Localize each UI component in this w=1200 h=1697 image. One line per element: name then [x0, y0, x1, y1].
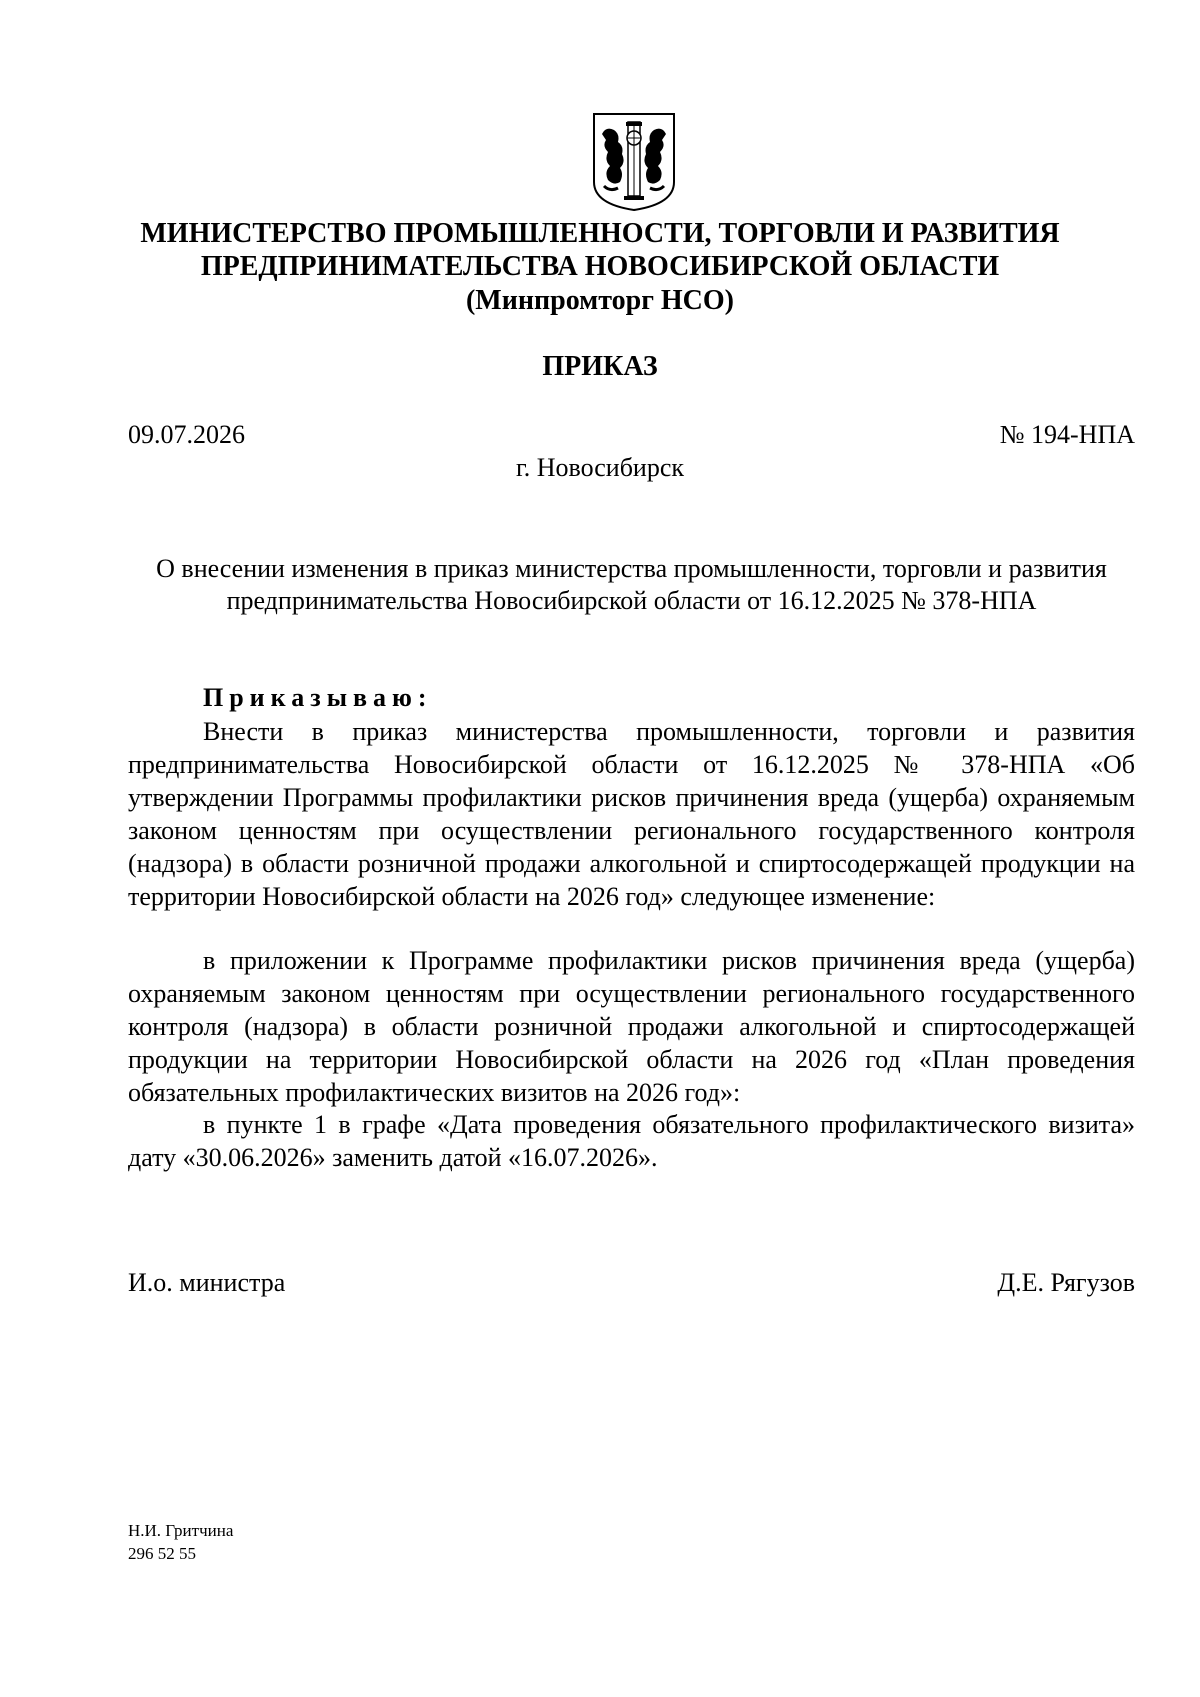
- body-paragraph-3: в пункте 1 в графе «Дата проведения обязательного профилактического визита» дату «30.06.2026» заменить датой «16.07.2026».: [128, 1110, 1135, 1172]
- document-subject: О внесении изменения в приказ министерства промышленности, торговли и развития предпринимательства Новосибирской области от 16.12.2025 № 378-НПА: [156, 554, 1107, 615]
- body-paragraph-1: Внести в приказ министерства промышленности, торговли и развития предпринимательства Новосибирской области от 16.12.2025 № 378-НПА «Об утверждении Программы профилактики рисков причинения вреда (ущерба) охраняемым законом ценностям при осуществлении регионального государственного контроля (надзора) в области розничной продажи алкогольной и спиртосодержащей продукции на территории Новосибирской области на 2026 год» следующее изменение:: [128, 717, 1135, 911]
- document-type-title: ПРИКАЗ: [542, 351, 658, 382]
- document-number: № 194-НПА: [999, 420, 1135, 449]
- signatory-name: Д.Е. Рягузов: [997, 1268, 1135, 1297]
- ministry-short-name: (Минпромторг НСО): [465, 285, 735, 316]
- body-paragraph-2: в приложении к Программе профилактики рисков причинения вреда (ущерба) охраняемым законом ценностям при осуществлении регионального государственного контроля (надзора) в области розничной продажи алкогольной и спиртосодержащей продукции на территории Новосибирской области на 2026 год «План проведения обязательных профилактических визитов на 2026 год»:: [128, 946, 1135, 1107]
- novosibirsk-coat-of-arms-icon: [590, 112, 678, 212]
- document-date: 09.07.2026: [128, 420, 245, 449]
- executor-phone: 296 52 55: [128, 1544, 196, 1563]
- ministry-name-line-1: МИНИСТЕРСТВО ПРОМЫШЛЕННОСТИ, ТОРГОВЛИ И РАЗВИТИЯ: [140, 218, 1060, 249]
- ministry-name-line-2: ПРЕДПРИНИМАТЕЛЬСТВА НОВОСИБИРСКОЙ ОБЛАСТИ: [200, 251, 1000, 282]
- document-city: г. Новосибирск: [515, 453, 685, 482]
- orders-heading: Приказываю:: [203, 683, 433, 712]
- signatory-position: И.о. министра: [128, 1268, 286, 1297]
- executor-name: Н.И. Гритчина: [128, 1521, 234, 1540]
